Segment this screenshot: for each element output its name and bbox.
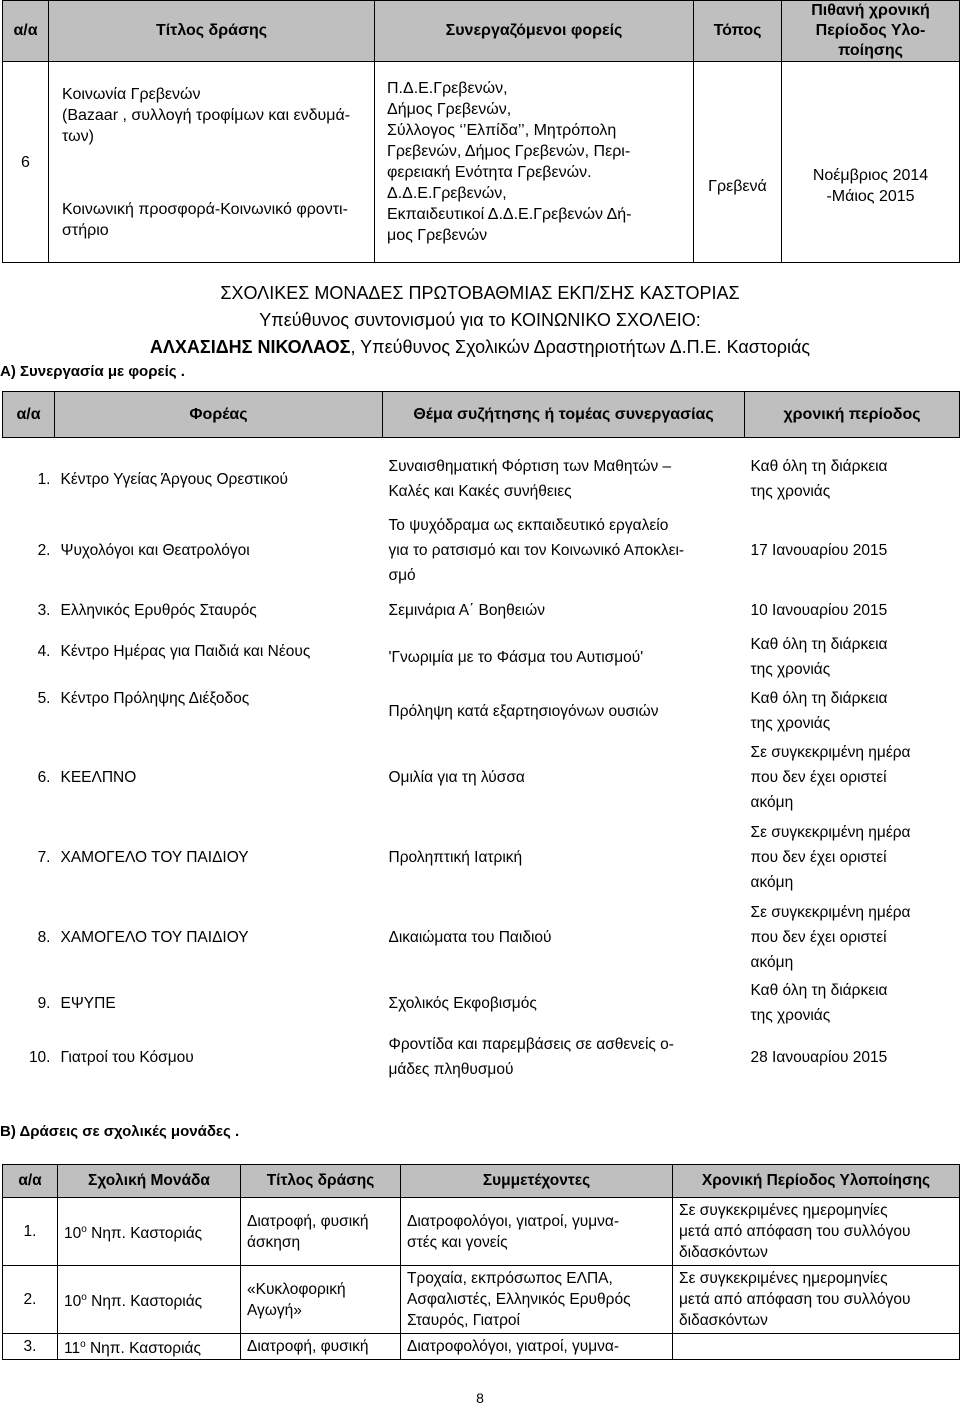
table-row: 1. Κέντρο Υγείας Άργους Ορεστικού Συναισθηματική Φόρτιση των Μαθητών – Καλές και Κακές συνήθειες Καθ όλη τη διάρκεια της χρονιάς: [37, 458, 888, 500]
col-header-period: χρονική περίοδος: [745, 392, 960, 438]
period: Νοέμβριος 2014 -Μάιος 2015: [782, 62, 960, 263]
place: Γρεβενά: [694, 62, 782, 263]
col-header-partners: Συνεργαζόμενοι φορείς: [375, 1, 694, 62]
table-row: 2. Ψυχολόγοι και Θεατρολόγοι Το ψυχόδραμα ως εκπαιδευτικό εργαλείο για το ρατσισμό και τον Κοινωνικό Αποκλει- σμό 17 Ιανουαρίου 2015: [37, 516, 888, 584]
col-header-school: Σχολική Μονάδα: [58, 1165, 241, 1198]
school-actions-table: [2, 1164, 960, 1360]
row-number: 6: [3, 62, 49, 263]
col-header-title: Τίτλος δράσης: [49, 1, 375, 62]
col-header-period: Χρονική Περίοδος Υλοποίησης: [673, 1165, 960, 1198]
partners-list: Π.Δ.Ε.Γρεβενών, Δήμος Γρεβενών, Σύλλογος ‘’Ελπίδα’’, Μητρόπολη Γρεβενών, Δήμος Γρεβενών, Περι- φερειακή Ενότητα Γρεβενών. Δ.Δ.Ε.Γρεβενών, Εκπαιδευτικοί Δ.Δ.Ε.Γρεβενών Δή- μος Γρεβενών: [375, 62, 694, 263]
col-header-period: Πιθανή χρονική Περίοδος Υλο-ποίησης: [782, 1, 960, 62]
organizations-table: [2, 391, 960, 1085]
col-header-aa: α/α: [3, 392, 55, 438]
table-row: 3. $11^o$ Νηπ. Καστοριάς Διατροφή, φυσική Διατροφολόγοι, γιατροί, γυμνα-: [3, 1334, 960, 1360]
table-row: 2. $10^o$ Νηπ. Καστοριάς «Κυκλοφορική Αγωγή» Τροχαία, εκπρόσωπος ΕΛΠΑ, Ασφαλιστές, Ελληνικός Ερυθρός Σταυρός, Γιατροί Σε συγκεκριμένες ημερομηνίες μετά από απόφαση του συλλόγου διδασκόντων: [3, 1266, 960, 1334]
table-row: 8. ΧΑΜΟΓΕΛΟ ΤΟΥ ΠΑΙΔΙΟΥ Δικαιώματα του Παιδιού Σε συγκεκριμένη ημέρα που δεν έχει οριστεί ακόμη: [37, 903, 911, 971]
section-coordinator-name: ΑΛΧΑΣΙΔΗΣ ΝΙΚΟΛΑΟΣ, Υπεύθυνος Σχολικών Δραστηριοτήτων Δ.Π.Ε. Καστοριάς: [149, 337, 811, 357]
table-row: 6. ΚΕΕΛΠΝΟ Ομιλία για τη λύσσα Σε συγκεκριμένη ημέρα που δεν έχει οριστεί ακόμη: [37, 743, 911, 811]
table-row: 10. Γιατροί του Κόσμου Φροντίδα και παρεμβάσεις σε ασθενείς ο- μάδες πληθυσμού 28 Ιανουαρίου 2015: [28, 1036, 888, 1078]
page-number: 8: [476, 1390, 484, 1406]
subsection-b: Β) Δράσεις σε σχολικές μονάδες .: [0, 1123, 240, 1140]
col-header-topic: Θέμα συζήτησης ή τομέας συνεργασίας: [383, 392, 745, 438]
col-header-place: Τόπος: [694, 1, 782, 62]
table-row: 1. $10^o$ Νηπ. Καστοριάς Διατροφή, φυσική άσκηση Διατροφολόγοι, γιατροί, γυμνα- στές και γονείς Σε συγκεκριμένες ημερομηνίες μετά από απόφαση του συλλόγου διδασκόντων: [3, 1198, 960, 1266]
table-row: 7. ΧΑΜΟΓΕΛΟ ΤΟΥ ΠΑΙΔΙΟΥ Προληπτική Ιατρική Σε συγκεκριμένη ημέρα που δεν έχει οριστεί ακόμη: [37, 823, 911, 891]
table-row: 4. Κέντρο Ημέρας για Παιδιά και Νέους 'Γνωριμία με το Φάσμα του Αυτισμού' Καθ όλη τη διάρκεια της χρονιάς: [37, 636, 888, 678]
table-row: 5. Κέντρο Πρόληψης Διέξοδος Πρόληψη κατά εξαρτησιογόνων ουσιών Καθ όλη τη διάρκεια της χρονιάς: [37, 690, 888, 732]
section-coordinator: Υπεύθυνος συντονισμού για το ΚΟΙΝΩΝΙΚΟ ΣΧΟΛΕΙΟ:: [259, 310, 701, 330]
subsection-a: Α) Συνεργασία με φορείς .: [0, 363, 185, 380]
action-title: Κοινωνία Γρεβενών (Bazaar , συλλογή τροφίμων και ενδυμά- των) Κοινωνική προσφορά-Κοινωνικό φροντι- στήριο: [49, 62, 375, 263]
partners-table: [2, 0, 960, 263]
col-header-organization: Φορέας: [55, 392, 383, 438]
col-header-action-title: Τίτλος δράσης: [241, 1165, 401, 1198]
col-header-aa: α/α: [3, 1165, 58, 1198]
col-header-aa: α/α: [3, 1, 49, 62]
table-row: 9. ΕΨΥΠΕ Σχολικός Εκφοβισμός Καθ όλη τη διάρκεια της χρονιάς: [37, 982, 888, 1024]
section-title: ΣΧΟΛΙΚΕΣ ΜΟΝΑΔΕΣ ΠΡΩΤΟΒΑΘΜΙΑΣ ΕΚΠ/ΣΗΣ ΚΑΣΤΟΡΙΑΣ: [220, 283, 740, 303]
table-row: 3. Ελληνικός Ερυθρός Σταυρός Σεμινάρια Α΄ Βοηθειών 10 Ιανουαρίου 2015: [37, 601, 888, 619]
col-header-participants: Συμμετέχοντες: [401, 1165, 673, 1198]
